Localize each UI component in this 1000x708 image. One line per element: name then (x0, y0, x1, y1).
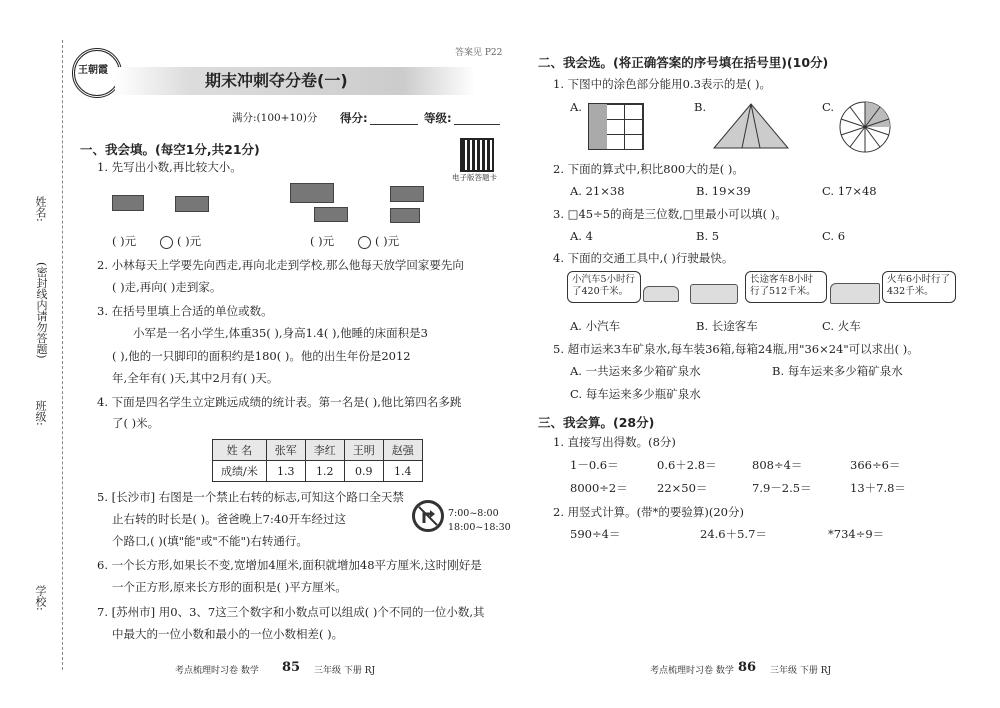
q7-line2: 中最大的一位小数和最小的一位小数相差( )。 (112, 627, 344, 641)
side-label-note: (密封线内请勿答题) (35, 262, 48, 359)
table-cell: 赵强 (383, 440, 422, 461)
footer-grade-left: 三年级 下册 RJ (314, 666, 376, 676)
q4-line2: 了( )米。 (112, 416, 160, 430)
circle-figure-c (838, 100, 892, 154)
s3-q1-text: 1. 直接写出得数。(8分) (553, 435, 676, 449)
car-icon (643, 286, 679, 302)
score-field[interactable] (370, 124, 418, 125)
side-label-school: 学校: (34, 585, 47, 611)
r-q3-opt-c: C. 6 (822, 229, 846, 243)
calc-item: 366÷6＝ (850, 458, 901, 472)
table-cell: 李红 (305, 440, 344, 461)
r-q2-text: 2. 下面的算式中,积比800大的是( )。 (553, 162, 744, 176)
banknote-5 (390, 186, 424, 202)
r-q4-text: 4. 下面的交通工具中,( )行驶最快。 (553, 251, 734, 265)
r-q2-opt-b: B. 19×39 (696, 184, 751, 198)
section-3-heading: 三、我会算。(28分) (538, 415, 655, 430)
q1-blank-a: ( )元 (112, 234, 137, 248)
r-q1-text: 1. 下图中的涂色部分能用0.3表示的是( )。 (553, 77, 772, 91)
calc-item: 22×50＝ (657, 481, 708, 495)
r-q5-opt-c: C. 每车运来多少瓶矿泉水 (570, 387, 701, 401)
table-row (213, 461, 423, 482)
q5-line2: 止右转的时长是( )。爸爸晚上7:40开车经过这 (112, 512, 346, 526)
banknote-2 (175, 196, 209, 212)
q6-line1: 6. 一个长方形,如果长不变,宽增加4厘米,面积就增加48平方厘米,这时刚好是 (97, 558, 482, 572)
calc-item: 808÷4＝ (752, 458, 803, 472)
compare-circle-2[interactable] (358, 236, 371, 249)
table-cell: 姓 名 (213, 440, 267, 461)
r-q1-opt-c: C. (822, 100, 835, 114)
table-cell: 1.3 (266, 461, 305, 482)
banknote-4 (314, 207, 348, 222)
bubble-train-text: 火车6小时行了432千米。 (887, 274, 951, 297)
q1-text: 1. 先写出小数,再比较大小。 (97, 160, 242, 174)
r-q4-opt-a: A. 小汽车 (570, 319, 621, 333)
no-right-turn-sign-icon (412, 500, 444, 532)
side-label-class: 班级: (34, 400, 47, 426)
qr-code[interactable] (460, 138, 494, 172)
compare-circle-1[interactable] (160, 236, 173, 249)
r-q1-opt-a: A. (570, 100, 582, 114)
qr-caption: 电子版答题卡 (452, 173, 497, 182)
q2-line1: 2. 小林每天上学要先向西走,再向北走到学校,那么他每天放学回家要先向 (97, 258, 464, 272)
vertical-calc-item: 24.6＋5.7＝ (700, 527, 767, 541)
table-cell: 0.9 (344, 461, 383, 482)
grid-figure-a (588, 103, 644, 150)
r-q5-opt-b: B. 每车运来多少箱矿泉水 (772, 364, 903, 378)
r-q2-opt-c: C. 17×48 (822, 184, 877, 198)
q6-line2: 一个正方形,原来长方形的面积是( )平方厘米。 (112, 580, 347, 594)
table-cell: 王明 (344, 440, 383, 461)
r-q4-opt-c: C. 火车 (822, 319, 861, 333)
table-cell: 1.4 (383, 461, 422, 482)
banknote-6 (390, 208, 420, 223)
bubble-coach-text: 长途客车8小时行了512千米。 (750, 274, 816, 297)
s3-q2-text: 2. 用竖式计算。(带*的要验算)(20分) (553, 505, 744, 519)
q2-line2: ( )走,再向( )走到家。 (112, 280, 222, 294)
r-q5-opt-a: A. 一共运来多少箱矿泉水 (570, 364, 701, 378)
table-cell: 成绩/米 (213, 461, 267, 482)
r-q1-opt-b: B. (694, 100, 707, 114)
q5-line1: 5. [长沙市] 右图是一个禁止右转的标志,可知这个路口全天禁 (97, 490, 404, 504)
q1-blank-d: ( )元 (375, 234, 400, 248)
q3-text: 3. 在括号里填上合适的单位或数。 (97, 304, 273, 318)
calc-item: 7.9－2.5＝ (752, 481, 812, 495)
train-icon (830, 283, 880, 304)
r-q4-opt-b: B. 长途客车 (696, 319, 758, 333)
score-label: 得分: (340, 111, 368, 125)
section-2-heading: 二、我会选。(将正确答案的序号填在括号里)(10分) (538, 55, 829, 70)
table-cell: 张军 (266, 440, 305, 461)
footer-grade-right: 三年级 下册 RJ (770, 666, 832, 676)
calc-item: 0.6＋2.8＝ (657, 458, 717, 472)
brand-logo-text: 王朝霞 (78, 65, 108, 76)
r-q3-opt-b: B. 5 (696, 229, 720, 243)
grade-field[interactable] (454, 124, 500, 125)
table-cell: 1.2 (305, 461, 344, 482)
table-row (213, 440, 423, 461)
full-score: 满分:(100+10)分 (232, 112, 318, 124)
q3-line2: ( ),他的一只脚印的面积约是180( )。他的出生年份是2012 (112, 349, 411, 363)
q1-blank-b: ( )元 (177, 234, 202, 248)
q3-line3: 年,全年有( )天,其中2月有( )天。 (112, 371, 279, 385)
q5-line3: 个路口,( )(填"能"或"不能")右转通行。 (112, 534, 308, 548)
triangle-figure-b (712, 102, 790, 150)
binding-line (62, 40, 63, 670)
answer-ref: 答案见 P22 (455, 48, 503, 58)
footer-page-right: 86 (738, 660, 757, 675)
footer-page-left: 85 (282, 660, 301, 675)
calc-item: 1－0.6＝ (570, 458, 619, 472)
restriction-time-1: 7:00~8:00 (448, 508, 499, 519)
bubble-car-text: 小汽车5小时行了420千米。 (572, 274, 636, 297)
jump-score-table (212, 439, 423, 482)
footer-series-left: 考点梳理时习卷 数学 (175, 666, 259, 676)
banknote-3 (290, 183, 334, 203)
vertical-calc-item: *734÷9＝ (828, 527, 885, 541)
calc-item: 13＋7.8＝ (850, 481, 906, 495)
section-1-heading: 一、我会填。(每空1分,共21分) (80, 142, 260, 157)
footer-series-right: 考点梳理时习卷 数学 (650, 666, 734, 676)
q4-line1: 4. 下面是四名学生立定跳远成绩的统计表。第一名是( ),他比第四名多跳 (97, 395, 462, 409)
page-title: 期末冲刺夺分卷(一) (205, 71, 348, 90)
banknote-1 (112, 195, 144, 211)
grade-label: 等级: (424, 111, 452, 125)
vertical-calc-item: 590÷4＝ (570, 527, 621, 541)
r-q2-opt-a: A. 21×38 (570, 184, 625, 198)
q1-blank-c: ( )元 (310, 234, 335, 248)
r-q3-opt-a: A. 4 (570, 229, 593, 243)
coach-icon (690, 284, 738, 304)
r-q5-text: 5. 超市运来3车矿泉水,每车装36箱,每箱24瓶,用"36×24"可以求出( )。 (553, 342, 919, 356)
r-q3-text: 3. □45÷5的商是三位数,□里最小可以填( )。 (553, 207, 787, 221)
side-label-name: 姓名: (34, 196, 47, 222)
restriction-time-2: 18:00~18:30 (448, 522, 511, 533)
q7-line1: 7. [苏州市] 用0、3、7这三个数字和小数点可以组成( )个不同的一位小数,其 (97, 605, 485, 619)
q3-line1: 小军是一名小学生,体重35( ),身高1.4( ),他睡的床面积是3 (133, 326, 428, 340)
calc-item: 8000÷2＝ (570, 481, 628, 495)
